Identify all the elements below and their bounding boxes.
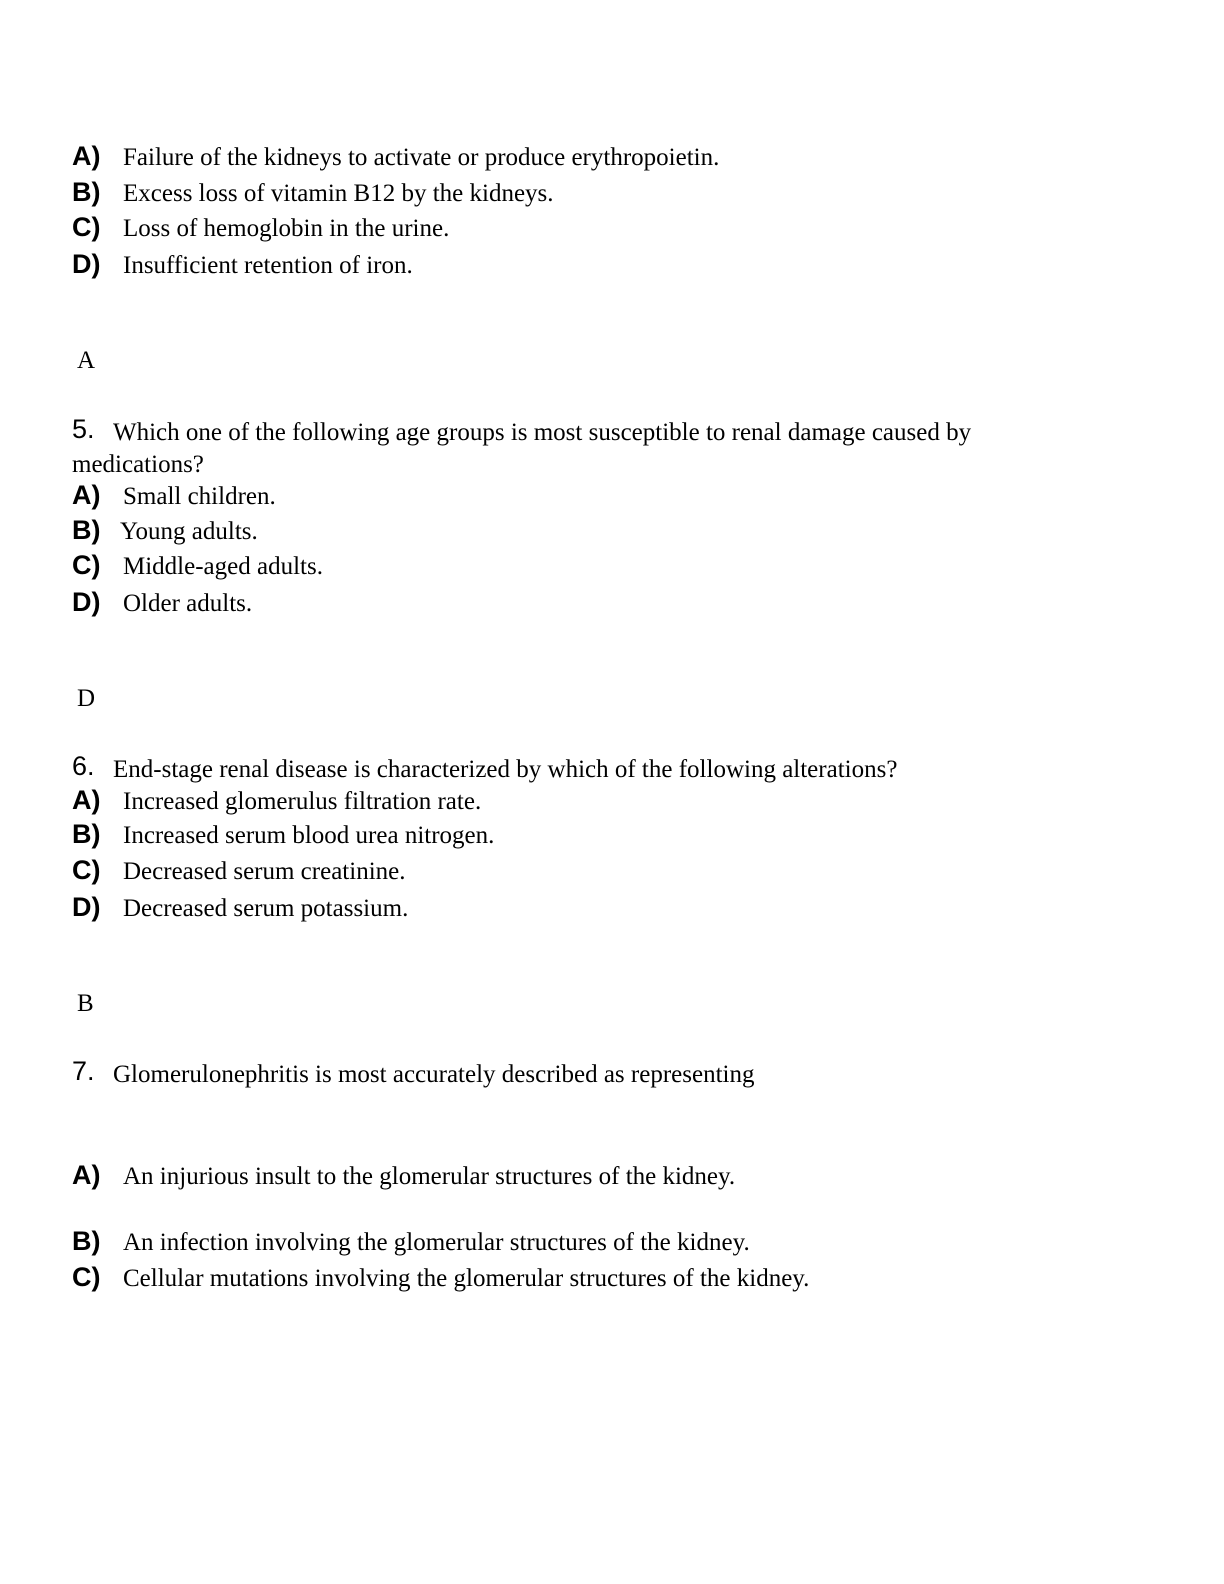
option-text: Excess loss of vitamin B12 by the kidneys.: [123, 180, 554, 207]
option-letter: B): [72, 1226, 101, 1256]
option-letter: C): [72, 855, 101, 885]
option-text: Failure of the kidneys to activate or produce erythropoietin.: [123, 144, 720, 171]
option-letter: D): [72, 892, 101, 922]
option-letter: A): [72, 785, 101, 815]
option-letter: D): [72, 587, 101, 617]
option-letter: B): [72, 177, 101, 207]
question-text-line: medications?: [72, 451, 204, 478]
option-letter: C): [72, 212, 101, 242]
option-letter: B): [72, 819, 101, 849]
option-text: Cellular mutations involving the glomerular structures of the kidney.: [123, 1265, 810, 1292]
question-text: [72, 417, 1073, 481]
question-number: 7.: [72, 1056, 95, 1086]
option-letter: C): [72, 1262, 101, 1292]
question-text-line: End-stage renal disease is characterized by which of the following alterations?: [113, 756, 898, 783]
option-text: Increased glomerulus filtration rate.: [123, 788, 482, 815]
question-number: 6.: [72, 751, 95, 781]
option-text: Decreased serum creatinine.: [123, 858, 406, 885]
option-text: Insufficient retention of iron.: [123, 252, 413, 279]
option-letter: D): [72, 249, 101, 279]
option-text: Older adults.: [123, 590, 253, 617]
question-text: [113, 754, 1073, 786]
option-letter: A): [72, 1160, 101, 1190]
option-text: Young adults.: [120, 518, 258, 545]
option-text: Small children.: [123, 483, 276, 510]
option-text: Middle-aged adults.: [123, 553, 323, 580]
answer-key: B: [77, 990, 94, 1017]
option-text: Decreased serum potassium.: [123, 895, 409, 922]
option-letter: A): [72, 141, 101, 171]
question-text-line: Glomerulonephritis is most accurately described as representing: [113, 1061, 755, 1088]
answer-key: D: [77, 685, 96, 712]
question-text: [113, 1059, 1073, 1091]
option-text: Loss of hemoglobin in the urine.: [123, 215, 450, 242]
option-letter: A): [72, 480, 101, 510]
question-text-line: Which one of the following age groups is most susceptible to renal damage caused by: [113, 419, 972, 446]
question-number: 5.: [72, 414, 95, 444]
option-letter: C): [72, 550, 101, 580]
option-letter: B): [72, 515, 101, 545]
answer-key: A: [77, 347, 96, 374]
option-text: Increased serum blood urea nitrogen.: [123, 822, 495, 849]
option-text: An injurious insult to the glomerular structures of the kidney.: [123, 1163, 736, 1190]
option-text: An infection involving the glomerular structures of the kidney.: [123, 1229, 750, 1256]
